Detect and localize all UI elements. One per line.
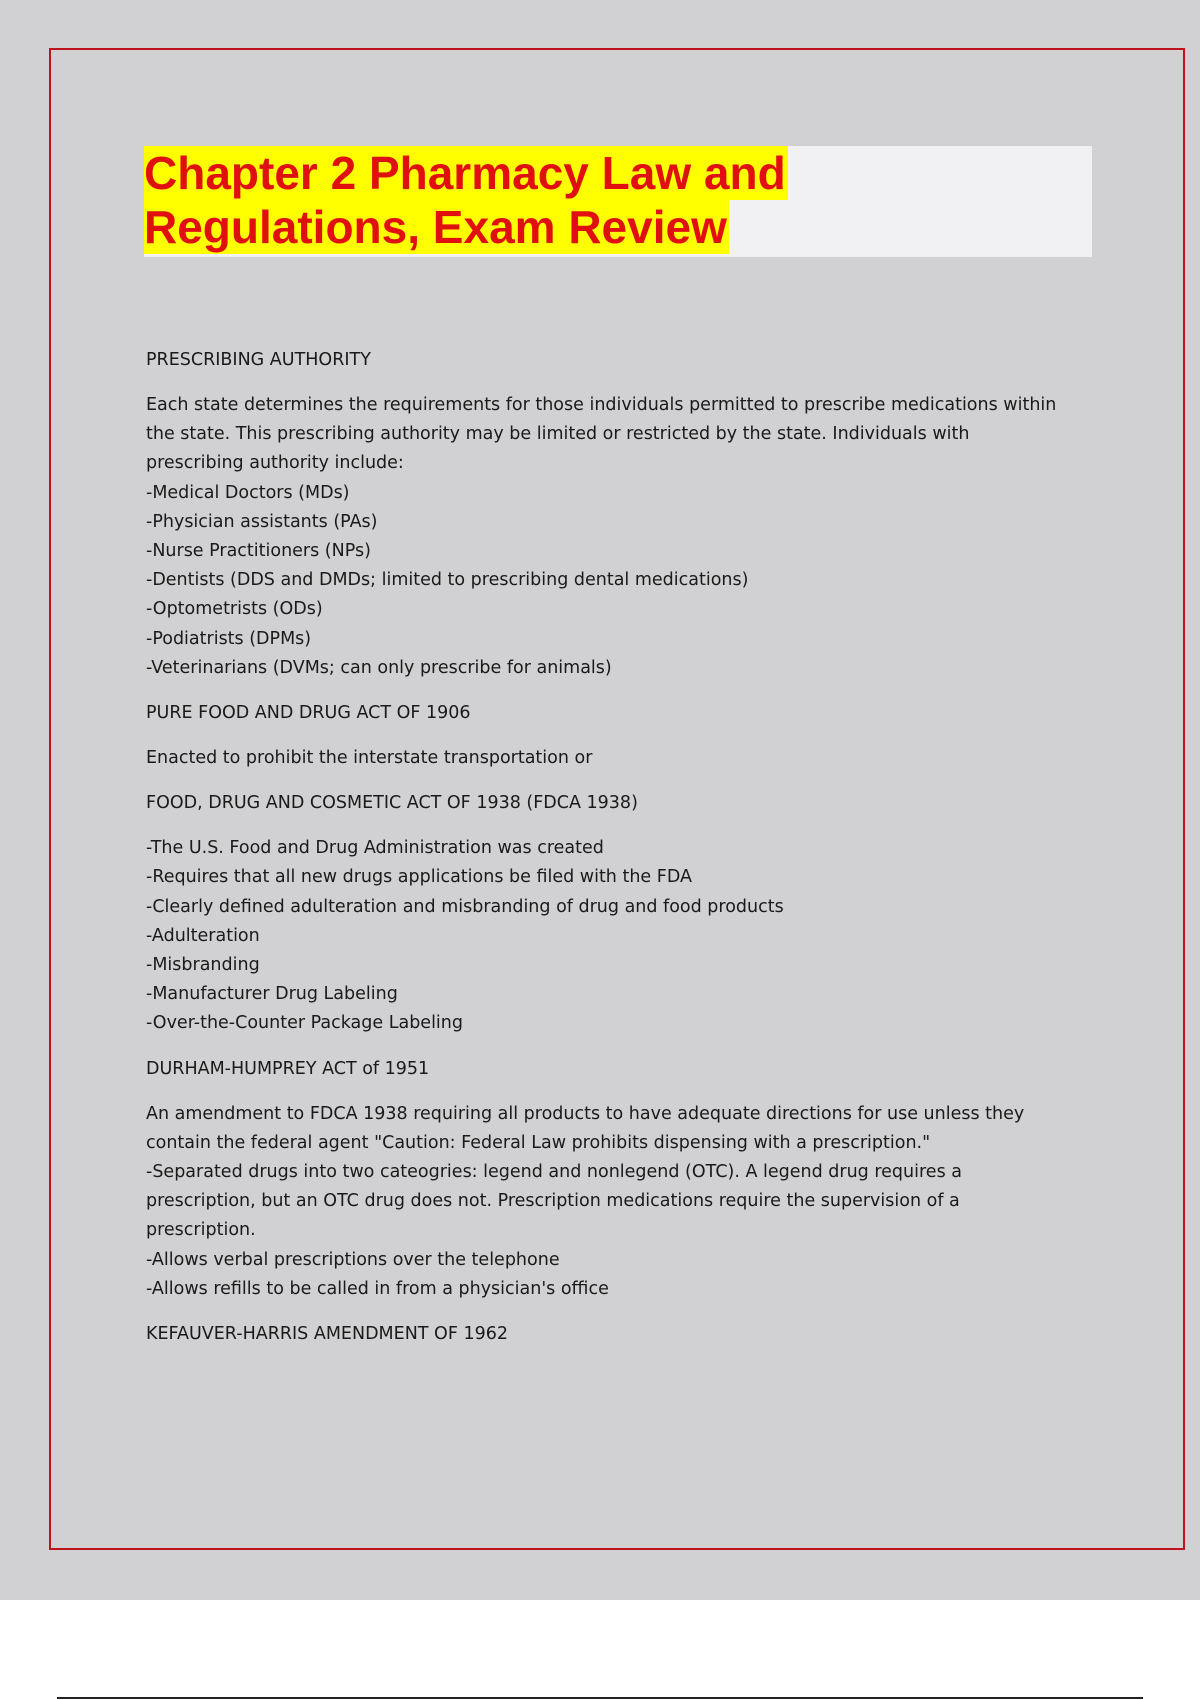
text-line: -Over-the-Counter Package Labeling: [146, 1013, 463, 1034]
text-line: -Podiatrists (DPMs): [146, 628, 312, 649]
text-line: -Physician assistants (PAs): [146, 511, 378, 532]
text-line: -Optometrists (ODs): [146, 599, 323, 620]
text-line: Each state determines the requirements for those individuals permitted to prescribe medications within: [146, 395, 1057, 415]
document-title: [144, 146, 788, 254]
text-line: contain the federal agent "Caution: Federal Law prohibits dispensing with a prescription.": [146, 1132, 931, 1153]
text-line: -Veterinarians (DVMs; can only prescribe for animals): [146, 657, 612, 678]
document-body: [146, 346, 1092, 1365]
text-line: An amendment to FDCA 1938 requiring all products to have adequate directions for use unless they: [146, 1103, 1025, 1124]
title-line-2: Regulations, Exam Review: [144, 201, 727, 253]
text-line: -Nurse Practitioners (NPs): [146, 541, 371, 562]
title-line-1: Chapter 2 Pharmacy Law and: [144, 147, 786, 199]
text-line: -Manufacturer Drug Labeling: [146, 984, 398, 1005]
section-heading: DURHAM-HUMPREY ACT of 1951: [146, 1058, 430, 1079]
text-line: Enacted to prohibit the interstate transportation or: [146, 748, 593, 769]
section-heading: PRESCRIBING AUTHORITY: [146, 350, 371, 370]
text-line: -Allows verbal prescriptions over the telephone: [146, 1249, 560, 1270]
bottom-divider: [57, 1697, 1143, 1699]
text-line: -Clearly defined adulteration and misbranding of drug and food products: [146, 896, 784, 917]
section-heading: KEFAUVER-HARRIS AMENDMENT OF 1962: [146, 1324, 508, 1345]
text-line: -Separated drugs into two cateogries: legend and nonlegend (OTC). A legend drug requires a: [146, 1162, 962, 1183]
section-paragraph: [146, 834, 1092, 1038]
text-line: -Dentists (DDS and DMDs; limited to prescribing dental medications): [146, 570, 749, 591]
text-line: prescription.: [146, 1220, 256, 1241]
text-line: -Adulteration: [146, 925, 260, 946]
text-line: -Medical Doctors (MDs): [146, 482, 350, 503]
text-line: -Requires that all new drugs applications be filed with the FDA: [146, 867, 692, 888]
section-paragraph: [146, 391, 1092, 683]
text-line: the state. This prescribing authority may be limited or restricted by the state. Individuals with: [146, 424, 970, 445]
section-heading: FOOD, DRUG AND COSMETIC ACT OF 1938 (FDCA 1938): [146, 793, 638, 814]
text-line: -The U.S. Food and Drug Administration was created: [146, 838, 604, 859]
text-line: -Misbranding: [146, 955, 260, 976]
section-paragraph: [146, 744, 1092, 773]
text-line: prescription, but an OTC drug does not. Prescription medications require the supervision of a: [146, 1191, 960, 1212]
text-line: prescribing authority include:: [146, 453, 404, 474]
text-line: -Allows refills to be called in from a physician's office: [146, 1278, 609, 1299]
section-heading: PURE FOOD AND DRUG ACT OF 1906: [146, 703, 471, 724]
section-paragraph: [146, 1100, 1092, 1304]
